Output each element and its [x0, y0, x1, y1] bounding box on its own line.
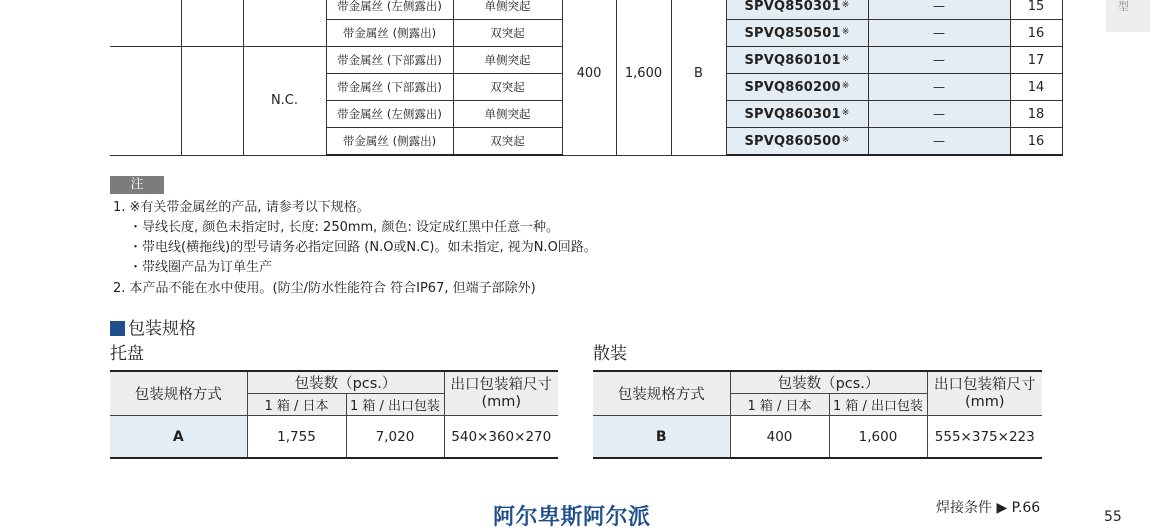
bulk-heading: 散装: [593, 344, 627, 364]
header-export-box-size-label: 出口包装箱尺寸: [450, 376, 552, 393]
spec-protrusion: 双突起: [453, 74, 562, 101]
model-text: SPVQ850301: [744, 0, 841, 14]
header-per-box-japan: 1 箱 / 日本: [247, 394, 346, 416]
spec-number: 16: [1010, 128, 1062, 156]
spec-lead-type: 带金属丝 (左侧露出): [326, 0, 453, 20]
header-export-box-size: [927, 371, 1042, 416]
note-line-2: ・导线长度, 颜色未指定时, 长度: 250mm, 颜色: 设定成红黑中任意一种。: [129, 220, 559, 235]
tray-heading: 托盘: [110, 344, 144, 364]
spec-model-number: [726, 74, 868, 101]
spec-number: 18: [1010, 101, 1062, 128]
spec-model-number: [726, 0, 868, 20]
spec-table: [110, 0, 1063, 156]
count-export: 1,600: [829, 416, 927, 459]
model-mark: ※: [841, 0, 850, 10]
spec-blank-cell: [181, 47, 243, 156]
welding-conditions-link[interactable]: 焊接条件 ▶ P.66: [936, 500, 1041, 516]
spec-protrusion: 单侧突起: [453, 47, 562, 74]
spec-dash: —: [868, 47, 1010, 74]
model-text: SPVQ860500: [744, 133, 841, 149]
packaging-heading: [110, 318, 196, 340]
spec-row: [110, 0, 1062, 20]
note-line-5: 2. 本产品不能在水中使用。(防尘/防水性能符合 符合IP67, 但端子部除外): [113, 281, 536, 296]
table-row: [593, 416, 1042, 459]
spec-dash: —: [868, 101, 1010, 128]
note-line-4: ・带线圈产品为订单生产: [129, 260, 273, 275]
model-text: SPVQ860301: [744, 106, 841, 122]
spec-lead-type: 带金属丝 (下部露出): [326, 47, 453, 74]
spec-lead-type: 带金属丝 (左侧露出): [326, 101, 453, 128]
spec-lead-type: 带金属丝 (侧露出): [326, 20, 453, 47]
count-export: 7,020: [346, 416, 444, 459]
header-unit: (mm): [964, 393, 1005, 410]
spec-number: 17: [1010, 47, 1062, 74]
spec-number: 14: [1010, 74, 1062, 101]
brand-name: 阿尔卑斯阿尔派: [493, 505, 651, 530]
spec-model-number: [726, 128, 868, 156]
header-count: 包装数（pcs.）: [730, 371, 927, 394]
model-mark: ※: [841, 107, 850, 118]
spec-dash: —: [868, 128, 1010, 156]
spec-model-number: [726, 101, 868, 128]
spec-dash: —: [868, 20, 1010, 47]
note-line-1: 1. ※有关带金属丝的产品, 请参考以下规格。: [113, 200, 370, 215]
header-export-box-size: [444, 371, 558, 416]
notes-badge: 注: [110, 176, 164, 194]
header-per-box-export: 1 箱 / 出口包装: [829, 394, 927, 416]
spec-value-1600: 1,600: [616, 0, 671, 155]
spec-value-400: 400: [562, 0, 616, 155]
spec-group-nc: N.C.: [243, 47, 326, 156]
header-unit: (mm): [481, 393, 522, 410]
export-box-size: 555×375×223: [927, 416, 1042, 459]
spec-protrusion: 单侧突起: [453, 0, 562, 20]
spec-protrusion: 双突起: [453, 128, 562, 156]
side-tab-label: 型: [1118, 0, 1129, 13]
model-text: SPVQ860101: [744, 52, 841, 68]
spec-lead-type: 带金属丝 (下部露出): [326, 74, 453, 101]
model-text: SPVQ860200: [744, 79, 841, 95]
header-per-box-export: 1 箱 / 出口包装: [346, 394, 444, 416]
spec-dash: —: [868, 0, 1010, 20]
spec-value-b: B: [671, 0, 726, 155]
tray-packaging-table: [110, 370, 558, 459]
model-mark: ※: [841, 53, 850, 64]
model-mark: ※: [841, 80, 850, 91]
export-box-size: 540×360×270: [444, 416, 558, 459]
model-mark: ※: [841, 26, 850, 37]
spec-lead-type: 带金属丝 (侧露出): [326, 128, 453, 156]
count-japan: 400: [730, 416, 829, 459]
spec-dash: —: [868, 74, 1010, 101]
header-method: 包装规格方式: [110, 371, 247, 416]
note-line-3: ・带电线(横拖线)的型号请务必指定回路 (N.O或N.C)。如未指定, 视为N.O回路。: [129, 240, 597, 255]
spec-number: 16: [1010, 20, 1062, 47]
table-row: [110, 416, 558, 459]
spec-protrusion: 双突起: [453, 20, 562, 47]
table-header-row: [593, 371, 1042, 394]
spec-model-number: [726, 20, 868, 47]
spec-blank-cell: [110, 0, 181, 47]
spec-group-no: [243, 0, 326, 47]
model-mark: ※: [841, 134, 850, 145]
spec-protrusion: 单侧突起: [453, 101, 562, 128]
spec-number: 15: [1010, 0, 1062, 20]
square-bullet-icon: [110, 321, 125, 336]
method-code: A: [110, 416, 247, 459]
model-text: SPVQ850501: [744, 25, 841, 41]
packaging-heading-text: 包装规格: [128, 319, 196, 339]
side-index-tab[interactable]: [1106, 0, 1150, 32]
method-code: B: [593, 416, 730, 459]
header-per-box-japan: 1 箱 / 日本: [730, 394, 829, 416]
bulk-packaging-table: [593, 370, 1042, 459]
spec-blank-cell: [110, 47, 181, 156]
header-count: 包装数（pcs.）: [247, 371, 444, 394]
count-japan: 1,755: [247, 416, 346, 459]
table-header-row: [110, 371, 558, 394]
page-number: 55: [1104, 509, 1122, 525]
header-method: 包装规格方式: [593, 371, 730, 416]
header-export-box-size-label: 出口包装箱尺寸: [934, 376, 1036, 393]
spec-model-number: [726, 47, 868, 74]
spec-blank-cell: [181, 0, 243, 47]
